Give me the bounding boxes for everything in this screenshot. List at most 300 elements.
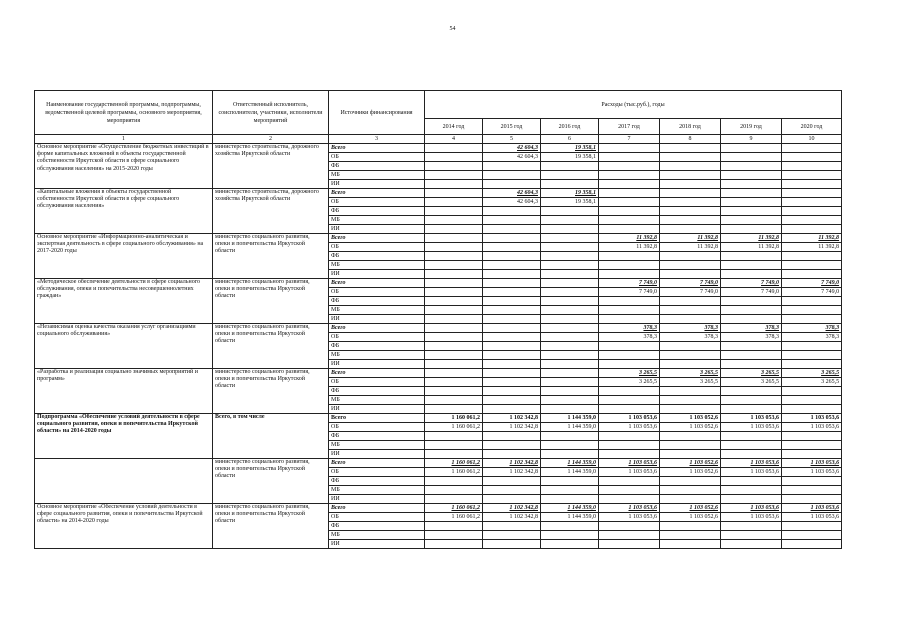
amount-cell <box>541 387 599 396</box>
amount-cell: 1 160 061,2 <box>425 423 483 432</box>
funding-source-cell: Всего <box>329 459 425 468</box>
program-name-cell: «Разработка и реализация социально значимых мероприятий и программ» <box>35 369 213 414</box>
amount-cell <box>541 216 599 225</box>
amount-cell <box>425 198 483 207</box>
amount-cell <box>721 189 782 198</box>
amount-cell <box>425 351 483 360</box>
amount-cell <box>782 531 842 540</box>
amount-cell: 378,3 <box>599 324 660 333</box>
table-row <box>35 504 842 513</box>
amount-cell <box>483 522 541 531</box>
executor-cell: министерство социального развития, опеки и попечительства Иркутской области <box>213 234 329 279</box>
amount-cell <box>541 234 599 243</box>
amount-cell <box>599 171 660 180</box>
amount-cell <box>483 495 541 504</box>
funding-source-cell: ОБ <box>329 333 425 342</box>
program-name-cell: Подпрограмма «Обеспечение условий деятельности в сфере социального развития, опеки и попечительства Иркутской области» на 2014-2020 годы <box>35 414 213 459</box>
amount-cell <box>483 234 541 243</box>
funding-source-cell: ИИ <box>329 180 425 189</box>
amount-cell: 7 749,0 <box>782 279 842 288</box>
amount-cell <box>541 405 599 414</box>
amount-cell <box>425 342 483 351</box>
amount-cell <box>541 333 599 342</box>
funding-source-cell: ИИ <box>329 270 425 279</box>
amount-cell <box>541 369 599 378</box>
amount-cell <box>721 198 782 207</box>
amount-cell <box>660 540 721 549</box>
amount-cell <box>599 405 660 414</box>
amount-cell <box>483 378 541 387</box>
amount-cell <box>483 441 541 450</box>
column-number-row <box>35 135 842 144</box>
header-program-name: Наименование государственной программы, подпрограммы, ведомственной целевой программы, основного мероприятия, мероприятия <box>35 91 213 135</box>
amount-cell: 1 103 053,6 <box>599 504 660 513</box>
amount-cell: 3 265,5 <box>782 369 842 378</box>
amount-cell <box>425 396 483 405</box>
amount-cell <box>483 405 541 414</box>
amount-cell <box>599 189 660 198</box>
amount-cell: 1 103 053,6 <box>721 423 782 432</box>
funding-source-cell: ОБ <box>329 378 425 387</box>
amount-cell: 3 265,5 <box>721 369 782 378</box>
amount-cell <box>660 531 721 540</box>
amount-cell <box>782 486 842 495</box>
amount-cell: 1 160 061,2 <box>425 414 483 423</box>
amount-cell <box>721 405 782 414</box>
amount-cell <box>721 450 782 459</box>
amount-cell <box>721 225 782 234</box>
program-name-cell <box>35 459 213 504</box>
amount-cell: 1 103 053,6 <box>599 414 660 423</box>
funding-source-cell: МБ <box>329 216 425 225</box>
amount-cell <box>721 477 782 486</box>
column-number: 10 <box>782 135 842 144</box>
amount-cell <box>483 306 541 315</box>
amount-cell <box>782 351 842 360</box>
amount-cell <box>425 441 483 450</box>
amount-cell <box>483 315 541 324</box>
amount-cell <box>660 477 721 486</box>
amount-cell <box>599 153 660 162</box>
amount-cell <box>483 243 541 252</box>
funding-source-cell: ИИ <box>329 360 425 369</box>
amount-cell <box>541 450 599 459</box>
amount-cell <box>660 180 721 189</box>
amount-cell: 1 103 053,6 <box>599 423 660 432</box>
amount-cell: 1 144 359,0 <box>541 468 599 477</box>
funding-source-cell: ОБ <box>329 198 425 207</box>
amount-cell <box>599 540 660 549</box>
amount-cell: 1 103 053,6 <box>782 504 842 513</box>
program-name-cell: Основное мероприятие «Обеспечение условий деятельности в сфере социального развития, опеки и попечительства Иркутской области» на 2014-2020 годы <box>35 504 213 549</box>
funding-source-cell: Всего <box>329 414 425 423</box>
amount-cell: 11 392,8 <box>599 234 660 243</box>
funding-source-cell: ИИ <box>329 405 425 414</box>
amount-cell <box>425 270 483 279</box>
amount-cell <box>721 432 782 441</box>
amount-cell <box>660 261 721 270</box>
amount-cell: 1 103 052,6 <box>660 513 721 522</box>
amount-cell <box>599 162 660 171</box>
amount-cell <box>782 450 842 459</box>
table-body <box>35 144 842 549</box>
amount-cell: 1 102 342,8 <box>483 423 541 432</box>
header-year: 2020 год <box>782 119 842 135</box>
amount-cell <box>782 252 842 261</box>
amount-cell <box>425 369 483 378</box>
amount-cell <box>425 477 483 486</box>
amount-cell: 42 604,3 <box>483 144 541 153</box>
amount-cell <box>721 342 782 351</box>
amount-cell <box>425 207 483 216</box>
funding-source-cell: Всего <box>329 279 425 288</box>
amount-cell <box>660 486 721 495</box>
amount-cell: 378,3 <box>782 324 842 333</box>
table-row <box>35 369 842 378</box>
amount-cell <box>660 297 721 306</box>
amount-cell: 1 103 053,6 <box>721 513 782 522</box>
executor-cell: министерство социального развития, опеки и попечительства Иркутской области <box>213 369 329 414</box>
amount-cell: 3 265,5 <box>599 378 660 387</box>
amount-cell: 378,3 <box>660 333 721 342</box>
funding-source-cell: ФБ <box>329 432 425 441</box>
amount-cell <box>541 324 599 333</box>
column-number: 9 <box>721 135 782 144</box>
amount-cell <box>599 297 660 306</box>
amount-cell: 1 144 359,0 <box>541 504 599 513</box>
funding-source-cell: МБ <box>329 486 425 495</box>
amount-cell <box>425 216 483 225</box>
amount-cell <box>660 198 721 207</box>
amount-cell <box>599 270 660 279</box>
amount-cell <box>425 261 483 270</box>
amount-cell <box>782 207 842 216</box>
funding-source-cell: ОБ <box>329 513 425 522</box>
funding-source-cell: МБ <box>329 441 425 450</box>
amount-cell <box>541 531 599 540</box>
amount-cell: 1 103 052,6 <box>660 459 721 468</box>
amount-cell <box>782 405 842 414</box>
amount-cell <box>425 486 483 495</box>
executor-cell: Всего, в том числе <box>213 414 329 459</box>
amount-cell: 1 102 342,8 <box>483 504 541 513</box>
amount-cell: 1 103 053,6 <box>599 513 660 522</box>
amount-cell <box>599 396 660 405</box>
amount-cell <box>782 495 842 504</box>
amount-cell <box>483 279 541 288</box>
amount-cell: 7 749,0 <box>660 279 721 288</box>
amount-cell: 11 392,8 <box>721 234 782 243</box>
header-year: 2017 год <box>599 119 660 135</box>
executor-cell: министерство социального развития, опеки и попечительства Иркутской области <box>213 504 329 549</box>
amount-cell <box>721 360 782 369</box>
amount-cell <box>483 270 541 279</box>
amount-cell <box>782 522 842 531</box>
amount-cell <box>599 252 660 261</box>
amount-cell <box>483 297 541 306</box>
amount-cell <box>541 342 599 351</box>
amount-cell: 1 144 359,0 <box>541 513 599 522</box>
amount-cell <box>782 396 842 405</box>
header-executor: Ответственный исполнитель, соисполнители, участники, исполнители мероприятий <box>213 91 329 135</box>
amount-cell <box>599 315 660 324</box>
amount-cell <box>483 387 541 396</box>
amount-cell <box>425 153 483 162</box>
amount-cell <box>782 198 842 207</box>
amount-cell <box>483 180 541 189</box>
column-number: 3 <box>329 135 425 144</box>
funding-source-cell: ФБ <box>329 207 425 216</box>
amount-cell <box>483 252 541 261</box>
amount-cell: 378,3 <box>660 324 721 333</box>
amount-cell <box>541 441 599 450</box>
amount-cell <box>541 243 599 252</box>
amount-cell <box>782 297 842 306</box>
amount-cell: 42 604,3 <box>483 153 541 162</box>
amount-cell <box>483 216 541 225</box>
amount-cell: 11 392,8 <box>782 243 842 252</box>
amount-cell <box>425 405 483 414</box>
amount-cell <box>660 351 721 360</box>
table-row <box>35 279 842 288</box>
amount-cell: 1 103 053,6 <box>721 504 782 513</box>
amount-cell <box>425 495 483 504</box>
amount-cell: 378,3 <box>599 333 660 342</box>
amount-cell: 3 265,5 <box>660 369 721 378</box>
amount-cell <box>425 297 483 306</box>
amount-cell <box>483 333 541 342</box>
amount-cell <box>541 225 599 234</box>
amount-cell: 1 144 359,0 <box>541 414 599 423</box>
amount-cell: 1 103 053,6 <box>782 423 842 432</box>
amount-cell <box>483 261 541 270</box>
amount-cell <box>599 225 660 234</box>
funding-source-cell: МБ <box>329 261 425 270</box>
funding-source-cell: МБ <box>329 351 425 360</box>
amount-cell <box>541 360 599 369</box>
page-number: 54 <box>449 26 456 32</box>
amount-cell <box>599 522 660 531</box>
amount-cell: 1 102 342,8 <box>483 414 541 423</box>
amount-cell <box>541 162 599 171</box>
amount-cell: 1 144 359,0 <box>541 459 599 468</box>
amount-cell <box>782 216 842 225</box>
amount-cell <box>483 531 541 540</box>
program-name-cell: Основное мероприятие «Осуществление бюджетных инвестиций в форме капитальных вложений в объекты государственной собственности Иркутской области в сфере социального обслуживания населения» на 2015-2020 годы <box>35 144 213 189</box>
amount-cell <box>541 306 599 315</box>
funding-source-cell: Всего <box>329 324 425 333</box>
amount-cell <box>541 252 599 261</box>
table-row <box>35 414 842 423</box>
funding-source-cell: Всего <box>329 369 425 378</box>
amount-cell <box>425 279 483 288</box>
amount-cell <box>541 288 599 297</box>
amount-cell: 7 749,0 <box>721 279 782 288</box>
amount-cell <box>660 252 721 261</box>
amount-cell <box>599 351 660 360</box>
amount-cell: 1 160 061,2 <box>425 468 483 477</box>
amount-cell: 3 265,5 <box>660 378 721 387</box>
amount-cell <box>782 432 842 441</box>
amount-cell <box>660 441 721 450</box>
funding-source-cell: МБ <box>329 531 425 540</box>
amount-cell <box>483 171 541 180</box>
amount-cell <box>483 324 541 333</box>
amount-cell: 19 358,1 <box>541 189 599 198</box>
amount-cell: 42 604,3 <box>483 198 541 207</box>
amount-cell <box>782 306 842 315</box>
column-number: 2 <box>213 135 329 144</box>
amount-cell <box>425 252 483 261</box>
amount-cell <box>721 216 782 225</box>
amount-cell: 378,3 <box>721 333 782 342</box>
amount-cell <box>483 432 541 441</box>
amount-cell: 7 749,0 <box>721 288 782 297</box>
amount-cell <box>599 387 660 396</box>
amount-cell: 1 103 052,6 <box>660 414 721 423</box>
amount-cell <box>660 162 721 171</box>
amount-cell <box>541 378 599 387</box>
funding-source-cell: ОБ <box>329 288 425 297</box>
amount-cell <box>425 522 483 531</box>
amount-cell: 1 103 053,6 <box>782 468 842 477</box>
amount-cell <box>541 486 599 495</box>
amount-cell <box>599 486 660 495</box>
amount-cell <box>721 540 782 549</box>
amount-cell <box>483 342 541 351</box>
budget-table <box>34 90 842 549</box>
amount-cell <box>660 207 721 216</box>
amount-cell: 11 392,8 <box>782 234 842 243</box>
amount-cell <box>599 180 660 189</box>
amount-cell <box>782 270 842 279</box>
amount-cell: 378,3 <box>721 324 782 333</box>
amount-cell <box>782 360 842 369</box>
amount-cell <box>782 261 842 270</box>
amount-cell <box>660 432 721 441</box>
amount-cell <box>782 171 842 180</box>
amount-cell <box>782 477 842 486</box>
header-year: 2015 год <box>483 119 541 135</box>
funding-source-cell: ФБ <box>329 162 425 171</box>
funding-source-cell: ФБ <box>329 297 425 306</box>
amount-cell <box>782 180 842 189</box>
funding-source-cell: ФБ <box>329 522 425 531</box>
amount-cell <box>599 531 660 540</box>
amount-cell <box>599 477 660 486</box>
table-row <box>35 324 842 333</box>
amount-cell: 1 103 053,6 <box>782 414 842 423</box>
header-expenses: Расходы (тыс.руб.), годы <box>425 91 842 119</box>
header-funding-source: Источники финансирования <box>329 91 425 135</box>
amount-cell <box>721 180 782 189</box>
amount-cell: 1 103 053,6 <box>721 414 782 423</box>
funding-source-cell: Всего <box>329 504 425 513</box>
amount-cell <box>541 207 599 216</box>
amount-cell <box>782 144 842 153</box>
amount-cell <box>425 531 483 540</box>
amount-cell: 19 358,1 <box>541 153 599 162</box>
amount-cell <box>425 333 483 342</box>
amount-cell <box>721 261 782 270</box>
amount-cell <box>721 531 782 540</box>
amount-cell <box>425 432 483 441</box>
amount-cell <box>541 540 599 549</box>
amount-cell: 1 103 053,6 <box>782 459 842 468</box>
amount-cell: 1 103 052,6 <box>660 504 721 513</box>
amount-cell <box>721 144 782 153</box>
executor-cell: министерство строительства, дорожного хозяйства Иркутской области <box>213 189 329 234</box>
funding-source-cell: ОБ <box>329 423 425 432</box>
amount-cell <box>541 495 599 504</box>
column-number: 8 <box>660 135 721 144</box>
column-number: 1 <box>35 135 213 144</box>
amount-cell <box>425 540 483 549</box>
amount-cell <box>660 450 721 459</box>
amount-cell <box>541 522 599 531</box>
amount-cell <box>425 324 483 333</box>
amount-cell: 7 749,0 <box>599 288 660 297</box>
amount-cell <box>599 216 660 225</box>
amount-cell <box>721 306 782 315</box>
amount-cell <box>660 153 721 162</box>
amount-cell: 19 358,1 <box>541 144 599 153</box>
amount-cell: 1 103 053,6 <box>599 459 660 468</box>
funding-source-cell: ИИ <box>329 315 425 324</box>
amount-cell: 42 604,3 <box>483 189 541 198</box>
amount-cell: 1 102 342,8 <box>483 468 541 477</box>
amount-cell <box>660 225 721 234</box>
amount-cell <box>721 270 782 279</box>
amount-cell <box>483 396 541 405</box>
column-number: 6 <box>541 135 599 144</box>
amount-cell <box>425 189 483 198</box>
funding-source-cell: ФБ <box>329 387 425 396</box>
amount-cell <box>599 360 660 369</box>
amount-cell <box>660 396 721 405</box>
amount-cell <box>660 315 721 324</box>
table-row <box>35 144 842 153</box>
amount-cell <box>599 432 660 441</box>
amount-cell <box>660 522 721 531</box>
amount-cell <box>425 225 483 234</box>
funding-source-cell: МБ <box>329 396 425 405</box>
amount-cell <box>483 360 541 369</box>
amount-cell <box>541 279 599 288</box>
amount-cell <box>425 180 483 189</box>
amount-cell: 3 265,5 <box>721 378 782 387</box>
amount-cell <box>541 351 599 360</box>
amount-cell <box>425 378 483 387</box>
amount-cell <box>721 162 782 171</box>
funding-source-cell: МБ <box>329 306 425 315</box>
amount-cell <box>721 522 782 531</box>
header-year: 2019 год <box>721 119 782 135</box>
amount-cell <box>660 405 721 414</box>
funding-source-cell: ОБ <box>329 243 425 252</box>
program-name-cell: «Методическое обеспечение деятельности в сфере социального обслуживания, опеки и попечительства несовершеннолетних граждан» <box>35 279 213 324</box>
amount-cell: 1 103 053,6 <box>782 513 842 522</box>
amount-cell <box>721 207 782 216</box>
table-header <box>35 91 842 144</box>
amount-cell: 19 358,1 <box>541 198 599 207</box>
amount-cell <box>425 387 483 396</box>
amount-cell <box>721 171 782 180</box>
table-row <box>35 189 842 198</box>
amount-cell <box>721 387 782 396</box>
amount-cell <box>483 486 541 495</box>
amount-cell <box>483 225 541 234</box>
